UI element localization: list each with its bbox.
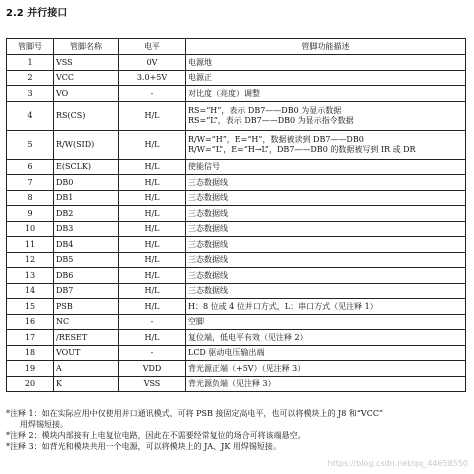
table-row (7, 376, 466, 392)
pin-name-cell: /RESET (54, 330, 119, 346)
description-line: 复位端，低电平有效（见注释 2） (188, 332, 308, 342)
pin-name-cell: DB6 (54, 268, 119, 284)
description-line: LCD 驱动电压输出端 (188, 348, 265, 358)
header-pin-no: 管脚号 (7, 39, 54, 55)
pin-table (6, 38, 466, 392)
pin-number-cell: 14 (7, 283, 54, 299)
pin-number-cell: 11 (7, 237, 54, 253)
pin-name-cell: DB4 (54, 237, 119, 253)
note-line: *注释 3：如背光和模块共用一个电源，可以将模块上的 JA、JK 用焊锡短接。 (6, 442, 281, 451)
header-level: 电平 (119, 39, 186, 55)
table-row (7, 314, 466, 330)
table-row (7, 159, 466, 175)
note-line: *注释 2：模块内部接有上电复位电路，因此在不需要经常复位的场合可将该端悬空。 (6, 431, 306, 440)
pin-level-cell: - (119, 86, 186, 102)
description-line: 三态数据线 (188, 208, 228, 218)
pin-description-cell (186, 330, 466, 346)
description-line: 三态数据线 (188, 270, 228, 280)
pin-description-cell (186, 237, 466, 253)
table-row (7, 361, 466, 377)
table-row (7, 330, 466, 346)
pin-name-cell: RS(CS) (54, 101, 119, 130)
pin-description-cell (186, 130, 466, 159)
table-row (7, 221, 466, 237)
page-title: 2.2 并行接口 (6, 8, 68, 19)
table-row (7, 175, 466, 191)
pin-name-cell: A (54, 361, 119, 377)
pin-level-cell: H/L (119, 283, 186, 299)
header-pin-name: 管脚名称 (54, 39, 119, 55)
pin-number-cell: 2 (7, 70, 54, 86)
pin-number-cell: 13 (7, 268, 54, 284)
pin-number-cell: 12 (7, 252, 54, 268)
pin-description-cell (186, 101, 466, 130)
description-line: 三态数据线 (188, 239, 228, 249)
pin-name-cell: VOUT (54, 345, 119, 361)
pin-level-cell: - (119, 345, 186, 361)
description-line: 三态数据线 (188, 286, 228, 296)
pin-level-cell: H/L (119, 299, 186, 315)
table-row (7, 55, 466, 71)
pin-number-cell: 18 (7, 345, 54, 361)
pin-number-cell: 3 (7, 86, 54, 102)
table-row (7, 283, 466, 299)
pin-number-cell: 5 (7, 130, 54, 159)
pin-level-cell: VSS (119, 376, 186, 392)
pin-level-cell: 0V (119, 55, 186, 71)
pin-name-cell: VO (54, 86, 119, 102)
pin-number-cell: 8 (7, 190, 54, 206)
pin-description-cell (186, 206, 466, 222)
pin-name-cell: DB2 (54, 206, 119, 222)
pin-description-cell (186, 175, 466, 191)
pin-name-cell: DB3 (54, 221, 119, 237)
pin-name-cell: E(SCLK) (54, 159, 119, 175)
table-row (7, 252, 466, 268)
pin-name-cell: VCC (54, 70, 119, 86)
description-line: RS=“L”，表示 DB7——DB0 为显示指令数据 (188, 115, 354, 125)
description-line: 电源正 (188, 73, 212, 83)
pin-number-cell: 1 (7, 55, 54, 71)
description-line: 三态数据线 (188, 224, 228, 234)
pin-number-cell: 7 (7, 175, 54, 191)
pin-name-cell: DB5 (54, 252, 119, 268)
pin-level-cell: H/L (119, 330, 186, 346)
pin-level-cell: H/L (119, 130, 186, 159)
pin-description-cell (186, 299, 466, 315)
description-line: H：8 位或 4 位并口方式，L：串口方式（见注释 1） (188, 301, 378, 311)
pin-number-cell: 4 (7, 101, 54, 130)
description-line: 对比度（亮度）调整 (188, 88, 260, 98)
pin-description-cell (186, 55, 466, 71)
pin-name-cell: R/W(SID) (54, 130, 119, 159)
pin-name-cell: DB0 (54, 175, 119, 191)
table-row (7, 101, 466, 130)
pin-level-cell: H/L (119, 175, 186, 191)
pin-level-cell: H/L (119, 206, 186, 222)
table-row (7, 268, 466, 284)
pin-level-cell: H/L (119, 159, 186, 175)
pin-description-cell (186, 283, 466, 299)
table-row (7, 299, 466, 315)
pin-number-cell: 9 (7, 206, 54, 222)
table-row (7, 345, 466, 361)
description-line: R/W=“H”，E=“H”，数据被读到 DB7——DB0 (188, 135, 364, 145)
header-description: 管脚功能描述 (186, 39, 466, 55)
note-line: *注释 1：如在实际应用中仅使用并口通讯模式，可将 PSB 接固定高电平，也可以将模块上的 J8 和“VCC” (6, 409, 384, 418)
pin-description-cell (186, 268, 466, 284)
pin-name-cell: DB7 (54, 283, 119, 299)
pin-number-cell: 17 (7, 330, 54, 346)
table-row (7, 86, 466, 102)
pin-description-cell (186, 376, 466, 392)
description-line: 电源地 (188, 57, 212, 67)
table-row (7, 70, 466, 86)
pin-level-cell: H/L (119, 268, 186, 284)
watermark: https://blog.csdn.net/qq_44658550 (327, 459, 468, 468)
description-line: 三态数据线 (188, 255, 228, 265)
description-line: R/W=“L”，E=“H→L”，DB7——DB0 的数据被写到 IR 或 DR (188, 144, 416, 154)
description-line: RS=“H”，表示 DB7——DB0 为显示数据 (188, 106, 342, 116)
pin-level-cell: 3.0+5V (119, 70, 186, 86)
pin-description-cell (186, 361, 466, 377)
table-row (7, 237, 466, 253)
pin-description-cell (186, 190, 466, 206)
note-line: 用焊锡短接。 (20, 420, 68, 429)
table-row (7, 206, 466, 222)
description-line: 背光源正端（+5V）（见注释 3） (188, 363, 306, 373)
pin-number-cell: 10 (7, 221, 54, 237)
pin-description-cell (186, 345, 466, 361)
pin-level-cell: - (119, 314, 186, 330)
notes (6, 408, 468, 452)
table-row (7, 190, 466, 206)
pin-number-cell: 19 (7, 361, 54, 377)
pin-level-cell: H/L (119, 237, 186, 253)
table-header-row (7, 39, 466, 55)
description-line: 空脚 (188, 317, 204, 327)
pin-name-cell: VSS (54, 55, 119, 71)
pin-name-cell: PSB (54, 299, 119, 315)
description-line: 使能信号 (188, 162, 220, 172)
description-line: 三态数据线 (188, 193, 228, 203)
table-row (7, 130, 466, 159)
pin-name-cell: K (54, 376, 119, 392)
pin-level-cell: H/L (119, 221, 186, 237)
pin-description-cell (186, 86, 466, 102)
pin-description-cell (186, 221, 466, 237)
pin-description-cell (186, 252, 466, 268)
pin-number-cell: 15 (7, 299, 54, 315)
pin-name-cell: DB1 (54, 190, 119, 206)
pin-name-cell: NC (54, 314, 119, 330)
pin-level-cell: VDD (119, 361, 186, 377)
pin-level-cell: H/L (119, 101, 186, 130)
pin-description-cell (186, 159, 466, 175)
pin-level-cell: H/L (119, 190, 186, 206)
pin-number-cell: 20 (7, 376, 54, 392)
pin-level-cell: H/L (119, 252, 186, 268)
pin-number-cell: 16 (7, 314, 54, 330)
pin-description-cell (186, 314, 466, 330)
description-line: 三态数据线 (188, 177, 228, 187)
pin-number-cell: 6 (7, 159, 54, 175)
pin-description-cell (186, 70, 466, 86)
description-line: 背光源负端（见注释 3） (188, 379, 276, 389)
